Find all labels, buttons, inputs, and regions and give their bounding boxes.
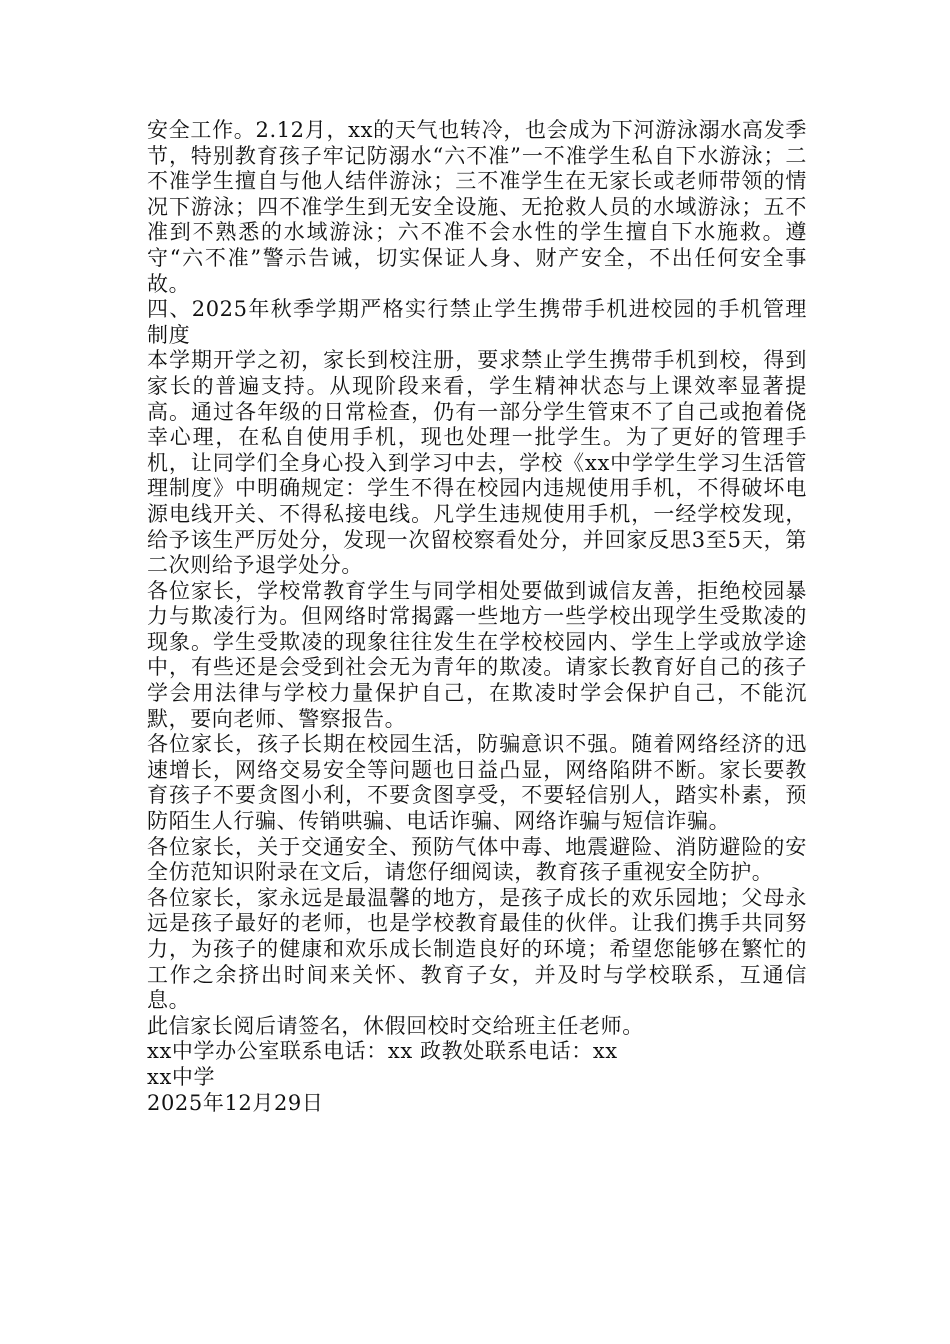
signature-school-name: xx中学 [147, 1064, 216, 1089]
paragraph-anti-fraud: 各位家长，孩子长期在校园生活，防骗意识不强。随着网络经济的迅速增长，网络交易安全等问题也日益凸显，网络陷阱不断。家长要教育孩子不要贪图小利，不要贪图享受，不要轻信别人，踏实朴素，预防陌生人行骗、传销哄骗、电话诈骗、网络诈骗与短信诈骗。 [147, 732, 807, 834]
signature-date: 2025年12月29日 [147, 1090, 324, 1115]
paragraph-anti-bullying: 各位家长，学校常教育学生与同学相处要做到诚信友善，拒绝校园暴力与欺凌行为。但网络时常揭露一些地方一些学校出现学生受欺凌的现象。学生受欺凌的现象往往发生在学校校园内、学生上学或放学途中，有些还是会受到社会无为青年的欺凌。请家长教育好自己的孩子学会用法律与学校力量保护自己，在欺凌时学会保护自己，不能沉默，要向老师、警察报告。 [147, 578, 807, 731]
contact-phones: xx中学办公室联系电话：xx 政教处联系电话：xx [147, 1039, 618, 1064]
paragraph-signature-request: 此信家长阅后请签名，休假回校时交给班主任老师。 [147, 1013, 644, 1038]
paragraph-drowning-safety: 安全工作。2.12月，xx的天气也转冷，也会成为下河游泳溺水高发季节，特别教育孩子牢记防溺水“六不准”一不准学生私自下水游泳；二不准学生擅自与他人结伴游泳；三不准学生在无家长或老师带领的情况下游泳；四不准学生到无安全设施、无抢救人员的水域游泳；五不准到不熟悉的水域游泳；六不准不会水性的学生擅自下水施救。遵守“六不准”警示告诫，切实保证人身、财产安全，不出任何安全事故。 [147, 118, 807, 296]
paragraph-safety-appendix: 各位家长，关于交通安全、预防气体中毒、地震避险、消防避险的安全仿范知识附录在文后，请您仔细阅读，教育孩子重视安全防护。 [147, 834, 807, 885]
paragraph-home-school-cooperation: 各位家长，家永远是最温馨的地方，是孩子成长的欢乐园地；父母永远是孩子最好的老师，也是学校教育最佳的伙伴。让我们携手共同努力，为孩子的健康和欢乐成长制造良好的环境；希望您能够在繁忙的工作之余挤出时间来关怀、教育子女，并及时与学校联系，互通信息。 [147, 885, 807, 1013]
section-heading-phone-policy: 四、2025年秋季学期严格实行禁止学生携带手机进校园的手机管理制度 [147, 297, 807, 347]
document-body [147, 118, 807, 1116]
paragraph-phone-policy: 本学期开学之初，家长到校注册，要求禁止学生携带手机到校，得到家长的普遍支持。从现阶段来看，学生精神状态与上课效率显著提高。通过各年级的日常检查，仍有一部分学生管束不了自己或抱着侥幸心理，在私自使用手机，现也处理一批学生。为了更好的管理手机，让同学们全身心投入到学习中去，学校《xx中学学生学习生活管理制度》中明确规定：学生不得在校园内违规使用手机，不得破坏电源电线开关、不得私接电线。凡学生违规使用手机，一经学校发现，给予该生严厉处分，发现一次留校察看处分，并回家反思3至5天，第二次则给予退学处分。 [147, 348, 807, 578]
